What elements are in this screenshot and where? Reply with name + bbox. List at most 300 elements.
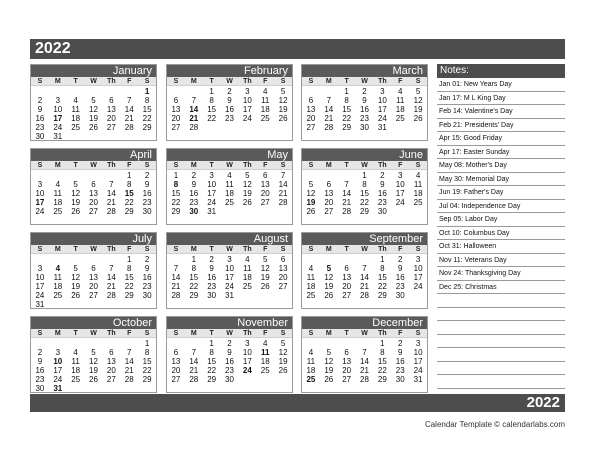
day-cell: 29	[360, 207, 369, 216]
day-cell: 26	[242, 198, 252, 207]
weekday-label: Th	[107, 78, 116, 85]
day-cell: 13	[106, 357, 116, 366]
week-row	[302, 87, 427, 96]
day-cell: 10	[53, 357, 63, 366]
day-cell: 24	[35, 291, 45, 300]
day-cell: 19	[278, 357, 288, 366]
day-cell: 4	[227, 171, 232, 180]
day-cell: 1	[209, 87, 214, 96]
day-cell: 13	[89, 273, 98, 282]
month-february	[166, 64, 293, 141]
day-cell	[67, 171, 85, 180]
day-cell: 18	[413, 189, 423, 198]
weekday-label: S	[280, 330, 286, 337]
weekday-label: S	[308, 246, 314, 253]
week-row	[302, 339, 427, 348]
day-cell: 4	[308, 348, 314, 357]
day-cell: 27	[260, 198, 270, 207]
day-cell: 22	[377, 282, 387, 291]
week-row	[302, 105, 427, 114]
day-cell	[67, 87, 85, 96]
day-cell: 11	[306, 273, 316, 282]
day-cell: 24	[413, 366, 423, 375]
weekday-label: Th	[107, 246, 116, 253]
week-row	[31, 114, 156, 123]
day-cell: 6	[109, 96, 114, 105]
day-cell: 7	[362, 264, 367, 273]
month-name: August	[167, 233, 292, 245]
day-cell: 28	[171, 291, 181, 300]
weekday-label: M	[325, 246, 332, 253]
day-cell: 25	[225, 198, 234, 207]
note-line: Jan 01: New Years Day	[437, 78, 565, 92]
weekday-header	[167, 161, 292, 170]
day-cell: 24	[53, 375, 63, 384]
day-cell	[67, 132, 85, 141]
week-row	[31, 198, 156, 207]
day-cell	[49, 255, 67, 264]
weekday-label: T	[209, 162, 214, 169]
day-cell	[185, 87, 203, 96]
day-cell: 13	[171, 357, 181, 366]
day-cell: 12	[413, 96, 423, 105]
day-cell	[102, 132, 120, 141]
day-cell: 4	[73, 348, 78, 357]
day-cell	[120, 87, 138, 96]
week-row	[302, 96, 427, 105]
day-cell: 1	[209, 339, 214, 348]
day-cell	[67, 339, 85, 348]
day-cell: 30	[360, 123, 369, 132]
weekday-label: T	[73, 78, 78, 85]
day-cell: 21	[171, 282, 181, 291]
day-cell	[302, 171, 320, 180]
day-cell: 20	[171, 114, 181, 123]
day-cell: 10	[377, 96, 387, 105]
day-cell: 23	[142, 282, 152, 291]
weekday-label: F	[398, 330, 403, 337]
note-line: Jan 17: M L King Day	[437, 92, 565, 106]
day-cell: 30	[377, 207, 387, 216]
week-row	[31, 366, 156, 375]
day-cell: 28	[278, 198, 288, 207]
year-title: 2022	[35, 40, 71, 57]
notes-panel	[437, 64, 565, 390]
day-cell: 3	[245, 339, 250, 348]
week-row	[302, 114, 427, 123]
week-row	[31, 339, 156, 348]
day-cell: 18	[306, 282, 316, 291]
day-cell: 14	[106, 189, 116, 198]
day-cell: 18	[53, 282, 63, 291]
day-cell: 28	[324, 123, 334, 132]
day-cell: 22	[124, 198, 134, 207]
day-cell: 24	[225, 282, 234, 291]
weekday-label: F	[398, 162, 403, 169]
month-name: April	[31, 149, 156, 161]
note-line: Feb 21: Presidents' Day	[437, 119, 565, 133]
weekday-label: W	[90, 330, 97, 337]
week-row	[167, 207, 292, 216]
day-cell: 27	[106, 375, 116, 384]
day-cell: 12	[89, 105, 98, 114]
weekday-label: W	[361, 78, 368, 85]
day-cell: 8	[209, 96, 214, 105]
week-row	[302, 207, 427, 216]
day-cell	[409, 123, 427, 132]
day-cell: 22	[142, 114, 152, 123]
day-cell: 9	[37, 357, 43, 366]
day-cell: 30	[395, 291, 405, 300]
note-line: May 08: Mother's Day	[437, 159, 565, 173]
weekday-label: Th	[378, 330, 387, 337]
day-cell: 21	[342, 198, 352, 207]
month-name: March	[302, 65, 427, 77]
note-line	[437, 294, 565, 308]
day-cell	[49, 339, 67, 348]
day-cell: 20	[171, 366, 181, 375]
day-cell	[85, 132, 103, 141]
note-line: Feb 14: Valentine's Day	[437, 105, 565, 119]
weekday-header	[31, 161, 156, 170]
day-cell: 1	[127, 255, 132, 264]
day-cell: 4	[55, 180, 61, 189]
day-cell: 25	[395, 114, 405, 123]
day-cell: 12	[278, 96, 288, 105]
month-may	[166, 148, 293, 225]
day-cell	[274, 207, 292, 216]
day-cell: 10	[207, 180, 217, 189]
day-cell	[67, 255, 85, 264]
week-row	[167, 255, 292, 264]
day-cell: 4	[245, 255, 250, 264]
day-cell: 25	[306, 375, 316, 384]
day-cell: 30	[395, 375, 405, 384]
day-cell: 8	[380, 348, 385, 357]
month-june	[301, 148, 428, 225]
note-line	[437, 362, 565, 376]
weekday-label: S	[37, 330, 43, 337]
weekday-label: S	[173, 162, 179, 169]
day-cell	[85, 255, 103, 264]
day-cell: 6	[263, 171, 268, 180]
weekday-label: M	[325, 330, 332, 337]
day-cell: 29	[377, 291, 387, 300]
day-cell	[185, 339, 203, 348]
day-cell	[120, 339, 138, 348]
weekday-label: S	[280, 78, 286, 85]
day-cell: 10	[225, 264, 234, 273]
note-line	[437, 321, 565, 335]
day-cell: 29	[189, 291, 199, 300]
week-row	[302, 273, 427, 282]
day-cell: 27	[89, 291, 98, 300]
day-cell	[338, 171, 356, 180]
note-line: Apr 15: Good Friday	[437, 132, 565, 146]
day-cell	[302, 87, 320, 96]
day-cell: 20	[89, 282, 98, 291]
day-cell: 11	[53, 189, 62, 198]
weekday-label: M	[325, 78, 332, 85]
day-cell: 30	[35, 132, 45, 141]
day-cell: 6	[173, 348, 179, 357]
month-january	[30, 64, 157, 141]
weekday-label: T	[73, 246, 78, 253]
day-cell: 29	[171, 207, 181, 216]
day-cell: 17	[242, 105, 252, 114]
day-cell	[167, 87, 185, 96]
week-row	[31, 282, 156, 291]
weekday-label: T	[209, 78, 214, 85]
day-cell: 18	[242, 273, 252, 282]
day-cell: 5	[280, 87, 286, 96]
day-cell: 6	[344, 264, 349, 273]
note-line	[437, 335, 565, 349]
day-cell: 4	[308, 264, 314, 273]
weekday-label: M	[54, 330, 61, 337]
month-name: December	[302, 317, 427, 329]
day-cell: 9	[144, 180, 150, 189]
weekday-label: M	[325, 162, 332, 169]
week-row	[302, 123, 427, 132]
day-cell: 14	[360, 273, 369, 282]
week-row	[31, 171, 156, 180]
day-cell: 21	[278, 189, 288, 198]
weekday-header	[302, 77, 427, 86]
weekday-label: W	[226, 246, 233, 253]
day-cell: 2	[227, 87, 232, 96]
week-row	[167, 171, 292, 180]
day-cell: 9	[398, 348, 403, 357]
day-cell	[167, 339, 185, 348]
day-cell: 14	[189, 357, 199, 366]
day-cell: 18	[71, 114, 81, 123]
weekday-label: S	[37, 246, 43, 253]
day-cell: 5	[245, 171, 250, 180]
weekday-label: T	[73, 162, 78, 169]
week-row	[302, 180, 427, 189]
day-cell: 13	[278, 264, 288, 273]
day-cell: 16	[360, 105, 369, 114]
day-cell: 25	[260, 366, 270, 375]
day-cell: 7	[362, 348, 367, 357]
week-row	[31, 207, 156, 216]
weekday-header	[167, 77, 292, 86]
weekday-label: M	[190, 162, 197, 169]
week-row	[302, 291, 427, 300]
day-cell: 20	[324, 198, 334, 207]
day-cell: 19	[324, 282, 334, 291]
day-cell	[102, 300, 120, 309]
day-cell: 30	[189, 207, 199, 216]
day-cell: 28	[360, 291, 369, 300]
day-cell: 3	[55, 96, 61, 105]
day-cell: 3	[380, 87, 385, 96]
day-cell: 11	[243, 264, 252, 273]
day-cell: 16	[35, 366, 45, 375]
day-cell: 15	[142, 357, 152, 366]
day-cell: 23	[142, 198, 152, 207]
note-line: May 30: Memorial Day	[437, 173, 565, 187]
day-cell	[138, 384, 156, 393]
months-grid	[30, 64, 435, 393]
day-cell: 13	[106, 105, 116, 114]
weekday-label: F	[263, 78, 268, 85]
weekday-label: W	[226, 330, 233, 337]
day-cell: 3	[37, 264, 43, 273]
note-line: Oct 31: Halloween	[437, 240, 565, 254]
day-cell: 10	[35, 189, 45, 198]
day-cell: 26	[413, 114, 423, 123]
day-cell: 11	[413, 180, 423, 189]
week-row	[167, 375, 292, 384]
day-cell: 17	[413, 273, 423, 282]
day-cell: 15	[360, 189, 369, 198]
day-cell: 11	[306, 357, 316, 366]
day-cell: 6	[91, 180, 96, 189]
week-row	[31, 291, 156, 300]
day-cell: 28	[124, 375, 134, 384]
day-cell: 18	[260, 357, 270, 366]
weekday-label: S	[37, 78, 43, 85]
weekday-label: S	[308, 330, 314, 337]
weekday-label: S	[144, 78, 150, 85]
week-row	[302, 198, 427, 207]
day-cell: 2	[362, 87, 367, 96]
day-cell: 18	[71, 366, 81, 375]
day-cell: 2	[227, 339, 232, 348]
weekday-label: T	[344, 78, 349, 85]
day-cell	[85, 87, 103, 96]
month-name: September	[302, 233, 427, 245]
weekday-header	[31, 245, 156, 254]
day-cell: 2	[398, 255, 403, 264]
day-cell: 20	[106, 366, 116, 375]
day-cell: 16	[207, 273, 217, 282]
day-cell	[274, 123, 292, 132]
day-cell: 14	[171, 273, 181, 282]
day-cell: 15	[207, 105, 217, 114]
day-cell	[256, 123, 274, 132]
weekday-label: F	[127, 78, 132, 85]
day-cell: 24	[377, 114, 387, 123]
day-cell: 11	[396, 96, 405, 105]
day-cell: 31	[53, 132, 63, 141]
day-cell: 13	[89, 189, 98, 198]
week-row	[31, 357, 156, 366]
week-row	[31, 105, 156, 114]
weekday-label: S	[308, 78, 314, 85]
day-cell: 12	[278, 348, 288, 357]
week-row	[31, 180, 156, 189]
month-april	[30, 148, 157, 225]
day-cell: 4	[55, 264, 61, 273]
day-cell: 20	[342, 366, 352, 375]
weekday-label: M	[54, 162, 61, 169]
day-cell: 3	[227, 255, 232, 264]
day-cell: 2	[37, 348, 43, 357]
weekday-label: Th	[243, 330, 252, 337]
day-cell	[256, 207, 274, 216]
day-cell: 22	[142, 366, 152, 375]
week-row	[31, 132, 156, 141]
weekday-label: W	[361, 330, 368, 337]
day-cell: 12	[306, 189, 316, 198]
weekday-label: T	[344, 330, 349, 337]
week-row	[302, 366, 427, 375]
day-cell: 16	[225, 357, 234, 366]
day-cell: 21	[124, 114, 134, 123]
day-cell	[31, 255, 49, 264]
day-cell: 26	[324, 291, 334, 300]
day-cell: 17	[242, 357, 252, 366]
day-cell: 26	[89, 375, 98, 384]
weekday-label: W	[90, 246, 97, 253]
day-cell: 2	[398, 339, 403, 348]
day-cell	[102, 171, 120, 180]
day-cell	[102, 339, 120, 348]
day-cell: 1	[144, 87, 150, 96]
day-cell: 12	[89, 357, 98, 366]
day-cell: 20	[278, 273, 288, 282]
day-cell: 23	[35, 375, 45, 384]
day-cell	[338, 255, 356, 264]
day-cell	[85, 384, 103, 393]
day-cell: 26	[89, 123, 98, 132]
weekday-header	[31, 77, 156, 86]
week-row	[167, 105, 292, 114]
weekday-label: F	[127, 330, 132, 337]
day-cell: 29	[124, 207, 134, 216]
day-cell: 3	[415, 255, 421, 264]
day-cell	[238, 375, 256, 384]
day-cell: 5	[326, 348, 332, 357]
week-row	[167, 291, 292, 300]
weekday-label: S	[415, 246, 421, 253]
day-cell: 19	[306, 198, 316, 207]
day-cell: 8	[144, 96, 150, 105]
day-cell: 15	[207, 357, 217, 366]
day-cell: 7	[191, 348, 197, 357]
day-cell: 4	[263, 339, 268, 348]
day-cell: 27	[306, 123, 316, 132]
day-cell: 22	[207, 366, 217, 375]
day-cell: 9	[191, 180, 197, 189]
day-cell: 20	[89, 198, 98, 207]
day-cell: 24	[207, 198, 217, 207]
month-august	[166, 232, 293, 309]
day-cell	[120, 300, 138, 309]
day-cell: 26	[71, 207, 81, 216]
weekday-label: W	[226, 162, 233, 169]
day-cell	[203, 123, 221, 132]
day-cell: 5	[326, 264, 332, 273]
day-cell: 23	[225, 366, 234, 375]
day-cell: 21	[360, 282, 369, 291]
day-cell: 16	[189, 189, 199, 198]
day-cell: 11	[71, 357, 80, 366]
day-cell: 31	[35, 300, 45, 309]
day-cell: 5	[280, 339, 286, 348]
day-cell: 14	[124, 105, 134, 114]
day-cell: 10	[242, 96, 252, 105]
day-cell: 28	[189, 375, 199, 384]
day-cell: 8	[144, 348, 150, 357]
day-cell: 6	[173, 96, 179, 105]
day-cell: 21	[106, 198, 116, 207]
day-cell: 21	[324, 114, 334, 123]
day-cell: 30	[142, 291, 152, 300]
